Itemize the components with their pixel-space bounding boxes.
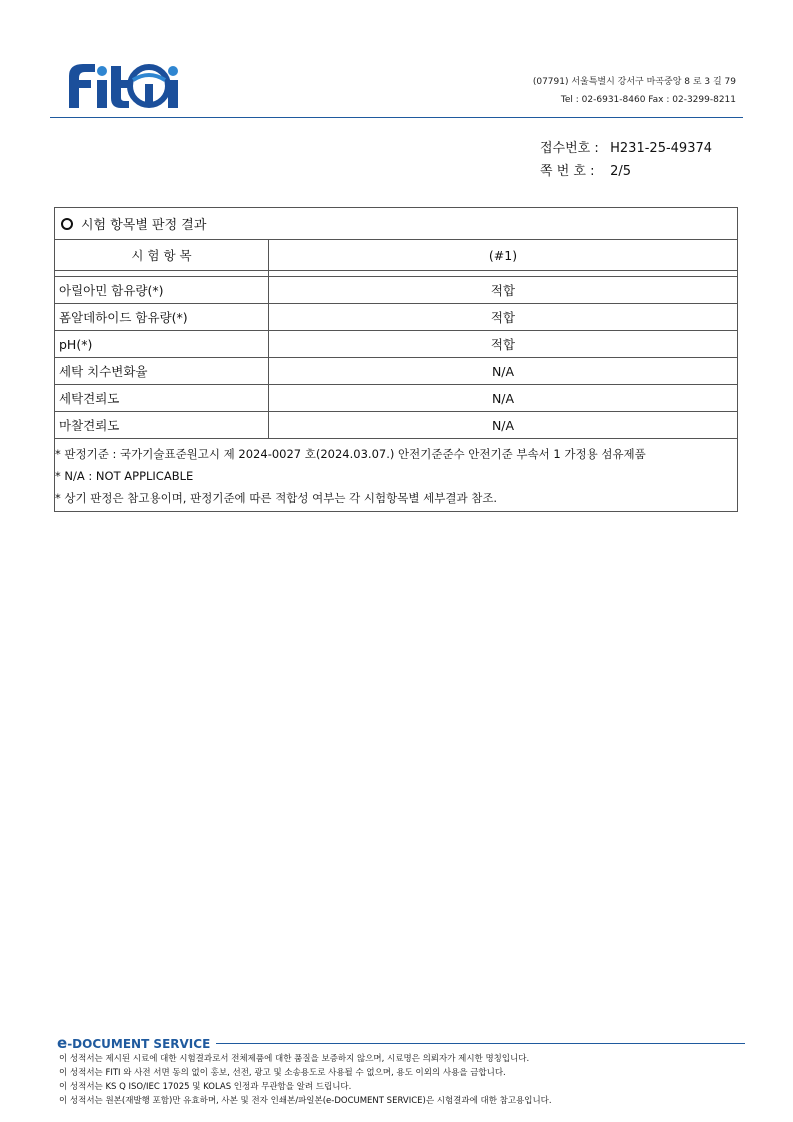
footer-disclaimer — [57, 1052, 745, 1108]
notes-block — [55, 439, 737, 511]
test-item-cell: 세탁 치수변화율 — [55, 358, 269, 385]
table-row — [55, 412, 737, 439]
receipt-number-label: 접수번호 : — [540, 141, 599, 156]
result-cell: 적합 — [269, 331, 738, 358]
table-row — [55, 304, 737, 331]
header-divider — [50, 117, 743, 118]
test-item-cell: 마찰견뢰도 — [55, 412, 269, 439]
footer — [57, 1034, 745, 1108]
test-item-cell: pH(*) — [55, 331, 269, 358]
results-panel — [54, 207, 738, 512]
report-meta — [540, 137, 712, 183]
page-number-row — [540, 160, 712, 183]
company-address: (07791) 서울특별시 강서구 마곡중앙 8 로 3 길 79 — [532, 77, 736, 87]
result-cell: N/A — [269, 412, 738, 439]
test-item-cell: 세탁견뢰도 — [55, 385, 269, 412]
circle-bullet-icon — [61, 218, 73, 230]
disclaimer-line: 이 성적서는 FITI 와 사전 서면 동의 없이 홍보, 선전, 광고 및 소송용도로 사용될 수 없으며, 용도 이외의 사용을 금합니다. — [59, 1068, 506, 1078]
table-body — [55, 277, 737, 439]
note-line: * 상기 판정은 참고용이며, 판정기준에 따른 적합성 여부는 각 시험항목별 세부결과 참조. — [55, 491, 498, 505]
disclaimer-line: 이 성적서는 원본(재발행 포함)만 유효하며, 사본 및 전자 인쇄본/파일본(e-DOCUMENT SERVICE)은 시험결과에 대한 참고용입니다. — [59, 1096, 552, 1106]
note-line: * N/A : NOT APPLICABLE — [55, 469, 194, 483]
page-number-label: 쪽 번 호 : — [540, 164, 595, 179]
table-row — [55, 358, 737, 385]
table-row — [55, 385, 737, 412]
disclaimer-line: 이 성적서는 KS Q ISO/IEC 17025 및 KOLAS 인정과 무관함을 알려 드립니다. — [59, 1082, 352, 1092]
note-line: * 판정기준 : 국가기술표준원고시 제 2024-0027 호(2024.03.07.) 안전기준준수 안전기준 부속서 1 가정용 섬유제품 — [55, 447, 646, 461]
company-contact: Tel : 02-6931-8460 Fax : 02-3299-8211 — [560, 95, 736, 105]
edocument-service-brand: e-DOCUMENT SERVICE — [57, 1034, 211, 1052]
table-header-row — [55, 240, 737, 271]
footer-header — [57, 1034, 745, 1052]
section-title-text: 시험 항목별 판정 결과 — [81, 218, 207, 233]
company-address-block — [533, 73, 736, 109]
result-cell: N/A — [269, 358, 738, 385]
receipt-number-row — [540, 137, 712, 160]
result-cell: 적합 — [269, 304, 738, 331]
result-cell: 적합 — [269, 277, 738, 304]
results-table — [55, 240, 737, 439]
section-title — [55, 208, 737, 240]
test-item-cell: 폼알데하이드 함유량(*) — [55, 304, 269, 331]
header-test-item: 시 험 항 목 — [55, 240, 269, 271]
test-item-cell: 아릴아민 함유량(*) — [55, 277, 269, 304]
header-sample: (#1) — [269, 240, 738, 271]
receipt-number-value: H231-25-49374 — [610, 141, 713, 156]
table-row — [55, 331, 737, 358]
table-row — [55, 277, 737, 304]
fiti-logo — [55, 58, 180, 110]
footer-divider — [216, 1043, 745, 1044]
result-cell: N/A — [269, 385, 738, 412]
page-number-value: 2/5 — [610, 164, 632, 179]
disclaimer-line: 이 성적서는 제시된 시료에 대한 시험결과로서 전체제품에 대한 품질을 보증하지 않으며, 시료명은 의뢰자가 제시한 명칭입니다. — [59, 1054, 530, 1064]
